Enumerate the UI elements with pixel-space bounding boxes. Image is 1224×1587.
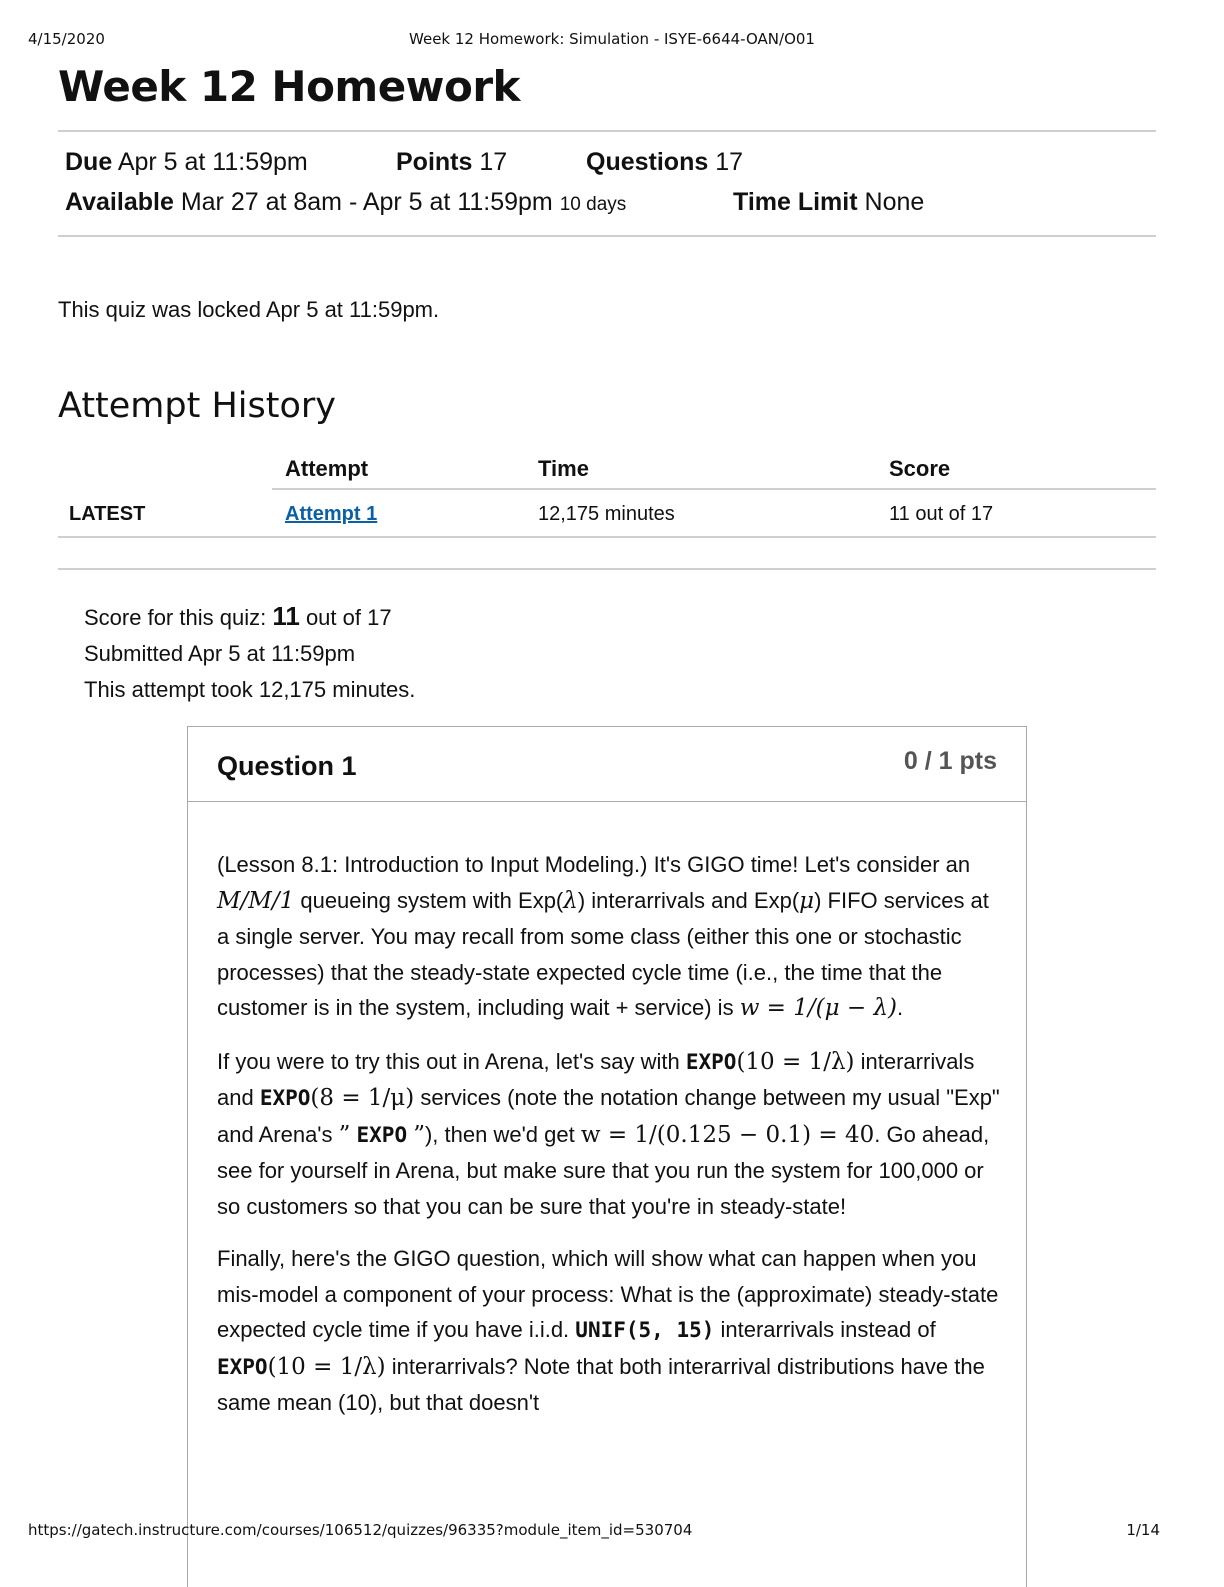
code-expression: EXPO bbox=[217, 1354, 268, 1379]
math-expression: μ bbox=[799, 887, 815, 914]
print-url: https://gatech.instructure.com/courses/106512/quizzes/96335?module_item_id=530704 bbox=[28, 1521, 693, 1539]
page-title: Week 12 Homework bbox=[58, 62, 520, 111]
math-expression: λ bbox=[563, 887, 578, 914]
attempt-duration: This attempt took 12,175 minutes. bbox=[84, 677, 416, 702]
question-header bbox=[188, 727, 1026, 802]
math-expression: w = 1/(μ − λ) bbox=[739, 995, 898, 1021]
due-label: Due bbox=[65, 148, 113, 176]
score-suffix: out of 17 bbox=[305, 605, 392, 630]
time-limit-label: Time Limit bbox=[733, 188, 858, 216]
available-label: Available bbox=[65, 188, 174, 216]
math-expression: w = 1/(0.125 − 0.1) = 40 bbox=[580, 1121, 875, 1148]
attempt-time: 12,175 minutes bbox=[538, 503, 675, 525]
code-expression: UNIF(5, 15) bbox=[575, 1318, 715, 1342]
question-paragraph: Finally, here's the GIGO question, which will show what can happen when you mis-model a component of your process: What is the (approximate) steady-state expected cycle time if you have i.i.d. UNIF(5, 15) interarrivals instead of EXPO(10 = 1/λ) interarrivals? Note that both interarrival distributions have the same mean (10), but that doesn't bbox=[217, 1246, 999, 1415]
code-expression: EXPO bbox=[259, 1086, 311, 1110]
questions-label: Questions bbox=[586, 148, 709, 176]
attempt-history-heading: Attempt History bbox=[58, 386, 336, 426]
available-days: 10 days bbox=[559, 194, 627, 215]
column-header-score: Score bbox=[889, 456, 951, 481]
points-label: Points bbox=[396, 148, 473, 176]
points-meta bbox=[396, 148, 507, 177]
print-page-number: 1/14 bbox=[1126, 1521, 1160, 1539]
math-expression: (10 = 1/λ) bbox=[267, 1353, 386, 1380]
points-value: 17 bbox=[479, 148, 508, 176]
table-header-divider bbox=[272, 488, 1156, 490]
score-prefix: Score for this quiz: bbox=[84, 605, 267, 630]
quiz-score bbox=[84, 601, 392, 632]
question-title: Question 1 bbox=[217, 751, 357, 781]
math-expression: (8 = 1/μ) bbox=[310, 1085, 415, 1111]
attempt-score: 11 out of 17 bbox=[889, 503, 994, 525]
column-header-time: Time bbox=[538, 456, 589, 481]
submitted-time: Submitted Apr 5 at 11:59pm bbox=[84, 641, 356, 666]
math-expression: (10 = 1/λ) bbox=[736, 1048, 855, 1075]
questions-meta bbox=[586, 148, 743, 177]
attempt-1-link[interactable]: Attempt 1 bbox=[285, 503, 378, 525]
available-meta bbox=[65, 188, 626, 217]
print-page-title: Week 12 Homework: Simulation - ISYE-6644-OAN/O01 bbox=[409, 30, 815, 48]
score-value: 11 bbox=[272, 601, 300, 631]
divider bbox=[58, 235, 1156, 237]
questions-value: 17 bbox=[715, 148, 744, 176]
question-points: 0 / 1 pts bbox=[903, 747, 997, 775]
divider bbox=[58, 130, 1156, 132]
locked-notice: This quiz was locked Apr 5 at 11:59pm. bbox=[58, 297, 440, 322]
code-expression: EXPO bbox=[685, 1049, 737, 1074]
time-limit-value: None bbox=[864, 188, 925, 216]
question-text bbox=[217, 847, 1007, 1438]
available-value: Mar 27 at 8am - Apr 5 at 11:59pm bbox=[180, 188, 553, 216]
question-paragraph: (Lesson 8.1: Introduction to Input Modeling.) It's GIGO time! Let's consider an M/M/1 queueing system with Exp(λ) interarrivals and Exp(μ) FIFO services at a single server. You may recall from some class (either this one or stochastic processes) that the steady-state expected cycle time (i.e., the time that the customer is in the system, including wait + service) is w = 1/(μ − λ). bbox=[217, 852, 989, 1021]
code-expression: EXPO bbox=[356, 1122, 408, 1147]
due-value: Apr 5 at 11:59pm bbox=[117, 148, 308, 176]
question-paragraph: If you were to try this out in Arena, let's say with EXPO(10 = 1/λ) interarrivals and EXPO(8 = 1/μ) services (note the notation change between my usual "Exp" and Arena's ” EXPO ”), then we'd get w = 1/(0.125 − 0.1) = 40. Go ahead, see for yourself in Arena, but make sure that you run the system for 100,000 or so customers so that you can be sure that you're in steady-state! bbox=[217, 1048, 1000, 1219]
due-meta bbox=[65, 148, 308, 177]
question-card bbox=[187, 726, 1027, 1587]
latest-badge: LATEST bbox=[69, 503, 146, 525]
table-row-divider bbox=[58, 536, 1156, 538]
print-date: 4/15/2020 bbox=[28, 30, 105, 48]
divider bbox=[58, 568, 1156, 570]
time-limit-meta bbox=[733, 188, 924, 217]
math-expression: M/M/1 bbox=[217, 887, 295, 914]
column-header-attempt: Attempt bbox=[285, 456, 369, 481]
